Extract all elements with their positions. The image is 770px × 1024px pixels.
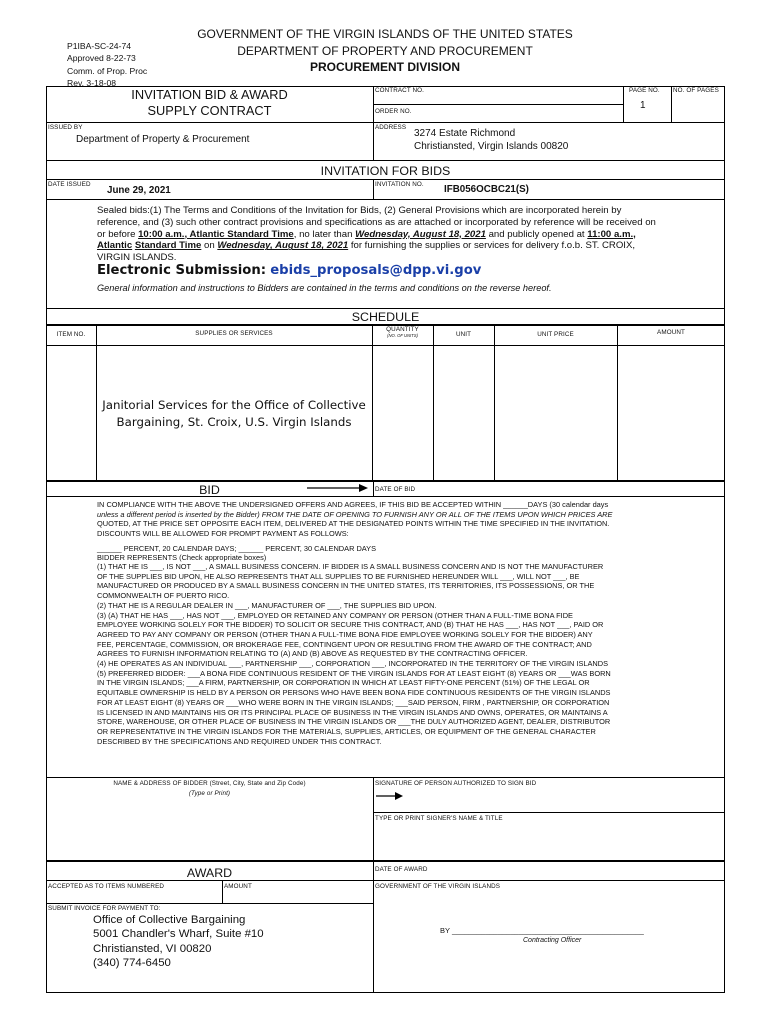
rep-line: OF THE SUPPLIES BID UPON, HE ALSO REPRESENTS THAT ALL SUPPLIES TO BE FURNISHED HEREUNDER WILL ___, WILL NOT ___, BE bbox=[97, 571, 580, 581]
service-description bbox=[96, 397, 372, 431]
rep-line: (2) THAT HE IS A REGULAR DEALER IN ___, MANUFACTURER OF ___, THE SUPPLIES BID UPON. bbox=[97, 600, 437, 610]
rep-line: FEE, PERCENTAGE, COMMISSION, OR BROKERAGE FEE, CONTINGENT UPON OR RESULTING FROM THE AWARD OF THE CONTRACT; AND bbox=[97, 639, 592, 649]
bidder-represents: BIDDER REPRESENTS (Check appropriate boxes) bbox=[97, 553, 267, 562]
office-city: Christiansted, VI 00820 bbox=[93, 942, 212, 955]
header-division: PROCUREMENT DIVISION bbox=[309, 60, 460, 74]
opening-time: 10:00 a.m., Atlantic Standard Time bbox=[138, 228, 294, 240]
form-title-line2: SUPPLY CONTRACT bbox=[147, 102, 272, 118]
form-id: P1IBA-SC-24-74 bbox=[67, 41, 132, 51]
rep-line: DESCRIBED BY THE SPECIFICATIONS AND REQUIRED UNDER THIS CONTRACT. bbox=[97, 736, 382, 746]
rep-line: (5) PREFERRED BIDDER: ___A BONA FIDE CONTINUOUS RESIDENT OF THE VIRGIN ISLANDS FOR AT LEAST EIGHT (8) YEARS OR ___WAS BORN bbox=[97, 668, 611, 678]
address-line2: Christiansted, Virgin Islands 00820 bbox=[414, 140, 569, 152]
bid-line: QUOTED, AT THE PRICE SET OPPOSITE EACH ITEM, DELIVERED AT THE DESIGNATED POINTS WITHIN THE TIME SPECIFIED IN THE INVITATION. bbox=[97, 519, 610, 529]
rep-line: AGREES TO FURNISH INFORMATION RELATING TO (A) AND (B) ABOVE AS REQUESTED BY THE CONTRACTING OFFICER. bbox=[97, 649, 528, 659]
office-street: 5001 Chandler's Wharf, Suite #10 bbox=[93, 928, 264, 941]
col-quantity: QUANTITY (NO. OF UNITS) bbox=[386, 326, 419, 338]
rep-line: OR REPRESENTATIVE IN THE VIRGIN ISLANDS FOR THE MATERIALS, SUPPLIES, ARTICLES, OR EQUIPMENT OF THE GENERAL CHARACTER bbox=[97, 726, 596, 736]
rep-line: EMPLOYEE WORKING SOLELY FOR THE BIDDER) TO SOLICIT OR SECURE THIS CONTRACT, AND (B) THAT HE HAS ___, HAS NOT ___, PAID OR bbox=[97, 620, 604, 630]
date-of-award-label: DATE OF AWARD bbox=[375, 866, 428, 873]
col-amount: AMOUNT bbox=[657, 329, 685, 336]
header-government: GOVERNMENT OF THE VIRGIN ISLANDS OF THE UNITED STATES bbox=[197, 27, 573, 41]
bid-line: DISCOUNTS WILL BE ALLOWED FOR PROMPT PAYMENT AS FOLLOWS: bbox=[97, 529, 349, 539]
page-no-label: PAGE NO. bbox=[629, 87, 660, 94]
comm-label: Comm. of Prop. Proc bbox=[67, 65, 148, 76]
invitation-no-value: IFB056OCBC21(S) bbox=[444, 184, 529, 195]
type-or-print-note: (Type or Print) bbox=[188, 790, 231, 797]
contract-no-label: CONTRACT NO. bbox=[375, 87, 425, 94]
col-item-no: ITEM NO. bbox=[56, 331, 86, 338]
issued-by-value: Department of Property & Procurement bbox=[76, 134, 250, 145]
submit-invoice-label: SUBMIT INVOICE FOR PAYMENT TO: bbox=[48, 905, 161, 912]
office-name: Office of Collective Bargaining bbox=[93, 914, 246, 926]
approved-date: Approved 8-22-73 bbox=[67, 53, 136, 64]
date-issued-value: June 29, 2021 bbox=[107, 185, 171, 196]
esub-email-link[interactable]: ebids_proposals@dpp.vi.gov bbox=[270, 263, 482, 278]
bid-line: IN COMPLIANCE WITH THE ABOVE THE UNDERSIGNED OFFERS AND AGREES, IF THIS BID BE ACCEPTED WITHIN ______DAYS (30 calendar days bbox=[97, 500, 609, 509]
signature-arrow-icon bbox=[376, 791, 404, 801]
no-of-pages-label: NO. OF PAGES bbox=[673, 87, 719, 94]
rep-line: (3) (A) THAT HE HAS ___, HAS NOT ___, EMPLOYED OR RETAINED ANY COMPANY OR PERSON (OTHER THAN A FULL-TIME BONA FIDE bbox=[97, 610, 573, 620]
form-title-line1: INVITATION BID & AWARD bbox=[131, 87, 288, 102]
award-amount-label: AMOUNT bbox=[224, 883, 252, 890]
col-unit-price: UNIT PRICE bbox=[537, 331, 574, 338]
discount-percent-line: ______ PERCENT, 20 CALENDAR DAYS; ______ PERCENT, 30 CALENDAR DAYS bbox=[97, 544, 377, 553]
government-label: GOVERNMENT OF THE VIRGIN ISLANDS bbox=[375, 883, 501, 890]
electronic-submission bbox=[97, 263, 481, 278]
rep-line: FOR AT LEAST EIGHT (8) YEARS OR ___WHO WERE BORN IN THE VIRGIN ISLANDS; ___SAID PERSON, FIRM , PARTNERSHIP, OR CORPORATION bbox=[97, 697, 610, 707]
award-heading: AWARD bbox=[186, 866, 233, 880]
bid-compliance-text bbox=[97, 500, 717, 539]
accepted-items-label: ACCEPTED AS TO ITEMS NUMBERED bbox=[48, 883, 165, 890]
revision: Rev. 3-18-08 bbox=[67, 78, 117, 89]
sealed-bids-text bbox=[97, 205, 697, 264]
rep-line: IN THE VIRGIN ISLANDS; ___A FIRM, PARTNERSHIP, OR CORPORATION IN WHICH AT LEAST FIFTY-ONE PERCENT (51%) OF THE LEGAL OR bbox=[97, 678, 590, 688]
address-value bbox=[414, 128, 568, 153]
signer-name-title-label: TYPE OR PRINT SIGNER'S NAME & TITLE bbox=[375, 815, 503, 822]
bidder-name-address-label: NAME & ADDRESS OF BIDDER (Street, City, State and Zip Code) bbox=[113, 780, 306, 787]
service-line1: Janitorial Services for the Office of Collective bbox=[102, 398, 366, 412]
date-issued-label: DATE ISSUED bbox=[48, 181, 91, 188]
header-department: DEPARTMENT OF PROPERTY AND PROCUREMENT bbox=[237, 43, 533, 58]
contracting-officer-signature-line: BY ______________________________________________ bbox=[440, 926, 644, 935]
issued-by-label: ISSUED BY bbox=[48, 124, 83, 131]
deadline-date: Wednesday, August 18, 2021 bbox=[355, 228, 486, 240]
schedule-heading: SCHEDULE bbox=[351, 310, 420, 324]
rep-line: (1) THAT HE IS ___, IS NOT ___, A SMALL BUSINESS CONCERN. IF BIDDER IS A SMALL BUSINESS CONCERN AND IS NOT THE MANUFACTURER bbox=[97, 562, 604, 571]
page-no-value: 1 bbox=[640, 100, 646, 111]
address-label: ADDRESS bbox=[375, 124, 407, 131]
rep-line: COMMONWEALTH OF PUERTO RICO. bbox=[97, 591, 230, 601]
order-no-label: ORDER NO. bbox=[375, 108, 412, 115]
bidder-representations bbox=[97, 562, 717, 746]
sealed-bids-line5: VIRGIN ISLANDS. bbox=[97, 252, 177, 264]
document-header bbox=[180, 26, 590, 76]
rep-line: STORE, WAREHOUSE, OR OTHER PLACE OF BUSINESS IN THE VIRGIN ISLANDS OR ___THE DULY AUTHORIZED AGENT, DEALER, DISTRIBUTOR bbox=[97, 717, 611, 727]
signature-label: SIGNATURE OF PERSON AUTHORIZED TO SIGN BID bbox=[375, 780, 537, 787]
general-info-note: General information and instructions to Bidders are contained in the terms and conditions on the reverse hereof. bbox=[97, 283, 552, 293]
rep-line: MANUFACTURED OR PRODUCED BY A SMALL BUSINESS CONCERN IN THE UNITED STATES, ITS TERRITORIES, ITS POSSESSIONS, OR THE bbox=[97, 581, 595, 591]
service-line2: Bargaining, St. Croix, U.S. Virgin Islands bbox=[116, 415, 352, 429]
sealed-bids-line4: Atlantic Standard Time on Wednesday, August 18, 2021 for furnishing the supplies or services for delivery f.o.b. ST. CROIX, bbox=[97, 240, 636, 252]
invitation-no-label: INVITATION NO. bbox=[375, 181, 424, 188]
payment-office-address bbox=[93, 913, 264, 971]
contracting-officer-label: Contracting Officer bbox=[523, 937, 582, 944]
rep-line: AGREED TO PAY ANY COMPANY OR PERSON (OTHER THAN A FULL-TIME BONA FIDE EMPLOYEE WORKING SOLELY FOR THE BIDDER) ANY bbox=[97, 629, 593, 639]
public-opening-time: 11:00 a.m., bbox=[587, 228, 636, 240]
rep-line: EQUITABLE OWNERSHIP IS HELD BY A PERSON OR PERSONS WHO HAVE BEEN BONA FIDE CONTINUOUS RESIDENTS OF THE VIRGIN ISLANDS bbox=[97, 688, 611, 698]
form-title bbox=[46, 87, 373, 118]
address-line1: 3274 Estate Richmond bbox=[414, 128, 516, 139]
rep-line: (4) HE OPERATES AS AN INDIVIDUAL ___, PARTNERSHIP ___, CORPORATION ___, INCORPORATED IN THE TERRITORY OF THE VIRGIN ISLANDS bbox=[97, 659, 609, 669]
bid-arrow-icon bbox=[307, 483, 369, 493]
bid-line: unless a different period is inserted by the Bidder) FROM THE DATE OF OPENING TO FURNISH ANY OR ALL OF THE ITEMS UPON WHICH PRICES ARE bbox=[97, 509, 613, 519]
form-reference bbox=[67, 40, 147, 90]
invitation-heading: INVITATION FOR BIDS bbox=[320, 164, 451, 178]
date-of-bid-label: DATE OF BID bbox=[375, 486, 416, 493]
esub-label: Electronic Submission: bbox=[97, 263, 267, 278]
bid-heading: BID bbox=[199, 483, 220, 497]
sealed-bids-line1: Sealed bids:(1) The Terms and Conditions of the Invitation for Bids, (2) General Provisions which are incorporated herein by bbox=[97, 205, 622, 216]
col-unit: UNIT bbox=[455, 331, 472, 338]
col-supplies: SUPPLIES OR SERVICES bbox=[195, 330, 273, 337]
sealed-bids-line2: reference, and (3) such other contract provisions and specifications as are attached or incorporated by reference will be received on bbox=[97, 216, 656, 228]
rep-line: IS LICENSED IN AND MAINTAINS HIS OR ITS PRINCIPAL PLACE OF BUSINESS IN THE VIRGIN ISLANDS AND OWNS, OPERATES, OR MAINTAINS A bbox=[97, 707, 608, 717]
sealed-bids-line3: or before 10:00 a.m., Atlantic Standard Time, no later than Wednesday, August 18, 2021 and publicly opened at 11:00 a.m., bbox=[97, 228, 636, 240]
office-phone: (340) 774-6450 bbox=[93, 957, 171, 970]
opening-date: Wednesday, August 18, 2021 bbox=[217, 240, 349, 252]
